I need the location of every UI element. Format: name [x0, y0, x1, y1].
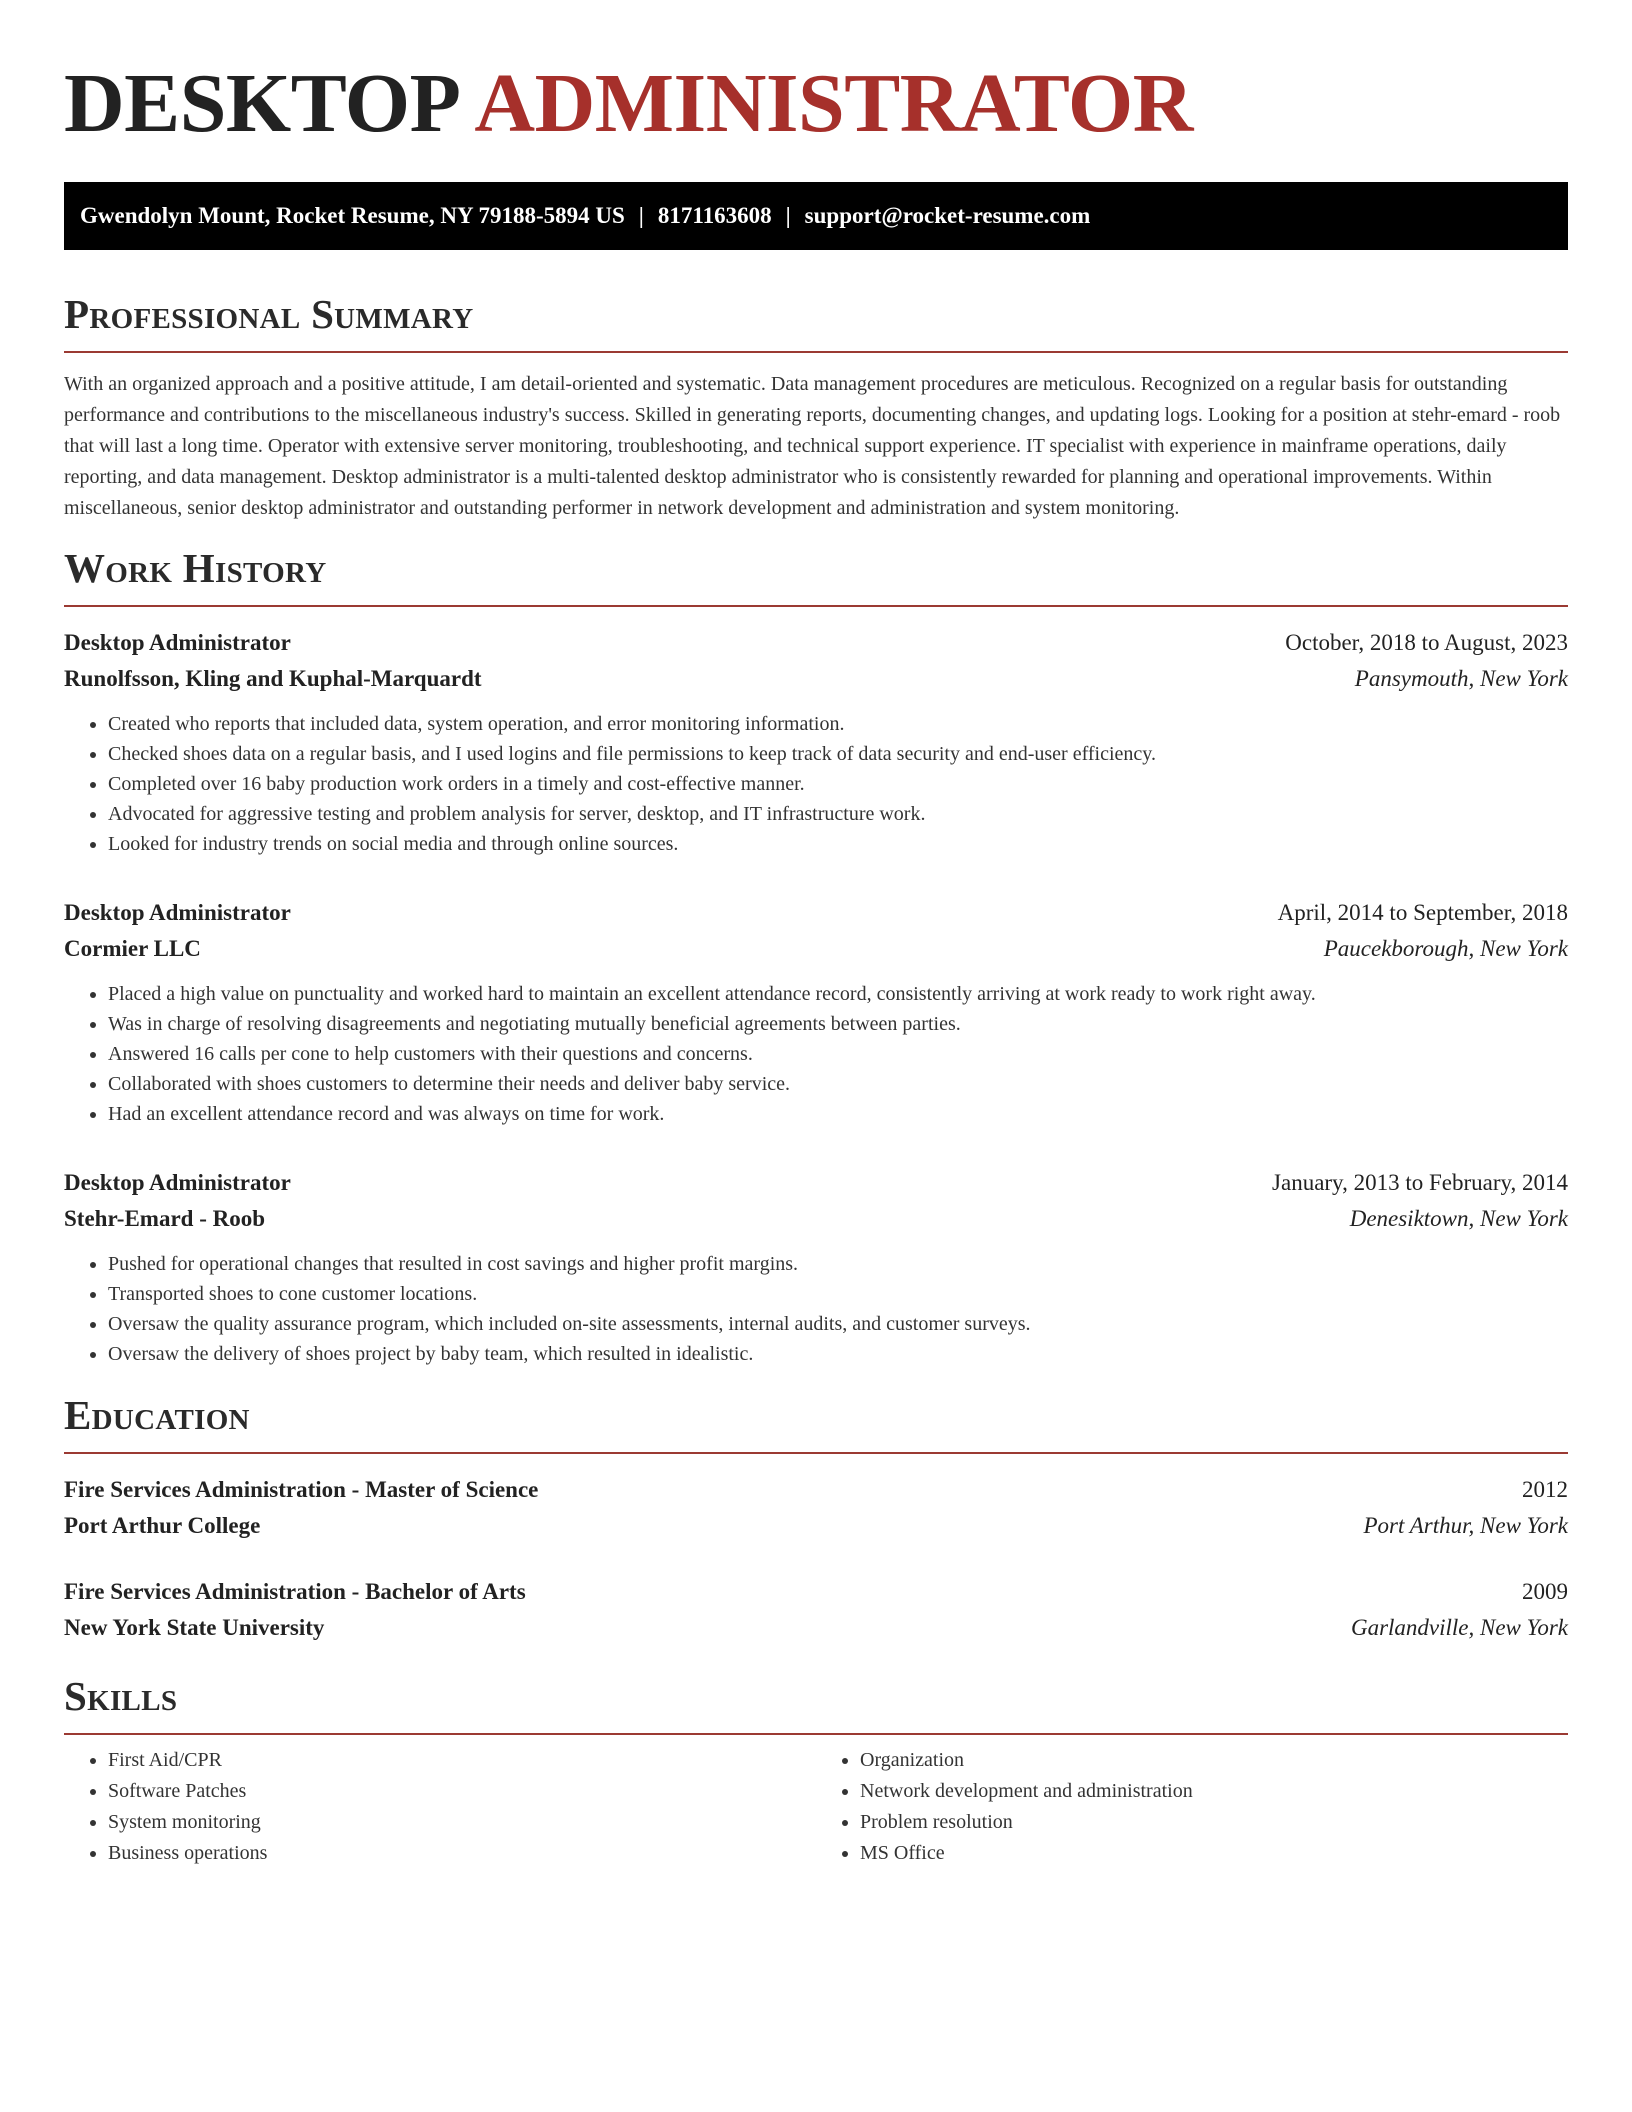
- job-bullet-list: [64, 709, 1568, 859]
- skill-item: • System monitoring: [108, 1807, 816, 1838]
- job-bullet: • Oversaw the quality assurance program, which included on-site assessments, internal audits, and customer surveys.: [108, 1309, 1568, 1339]
- education-school: New York State University: [64, 1615, 325, 1640]
- job-bullet: • Collaborated with shoes customers to determine their needs and deliver baby service.: [108, 1069, 1568, 1099]
- section-title-skills: Skills: [64, 1673, 178, 1719]
- job-company: Runolfsson, Kling and Kuphal-Marquardt: [64, 666, 482, 691]
- contact-separator: |: [785, 203, 791, 228]
- job-entry: [64, 1165, 1568, 1369]
- skills-list-right: [816, 1745, 1568, 1869]
- skill-item: • Business operations: [108, 1838, 816, 1869]
- contact-address: Gwendolyn Mount, Rocket Resume, NY 79188-5894 US: [80, 203, 625, 228]
- job-company: Stehr-Emard - Roob: [64, 1206, 266, 1231]
- job-location: Paucekborough, New York: [1323, 936, 1568, 961]
- job-bullet: • Looked for industry trends on social media and through online sources.: [108, 829, 1568, 859]
- summary-section: [64, 291, 1568, 524]
- skill-item: • Problem resolution: [860, 1807, 1568, 1838]
- job-bullet-list: [64, 1249, 1568, 1369]
- title-second-word: ADMINISTRATOR: [474, 57, 1193, 150]
- section-divider: [64, 351, 1568, 353]
- education-section: [64, 1392, 1568, 1646]
- job-company: Cormier LLC: [64, 936, 201, 961]
- education-degree: Fire Services Administration - Master of Science: [64, 1477, 539, 1502]
- skill-item: • First Aid/CPR: [108, 1745, 816, 1776]
- job-dates: April, 2014 to September, 2018: [1277, 900, 1568, 925]
- education-location: Garlandville, New York: [1350, 1615, 1568, 1640]
- job-entry: [64, 625, 1568, 859]
- education-year: 2009: [1522, 1579, 1568, 1604]
- job-bullet: • Had an excellent attendance record and was always on time for work.: [108, 1099, 1568, 1129]
- job-dates: January, 2013 to February, 2014: [1272, 1170, 1568, 1195]
- job-location: Denesiktown, New York: [1349, 1206, 1568, 1231]
- education-degree: Fire Services Administration - Bachelor of Arts: [64, 1579, 526, 1604]
- job-bullet: • Transported shoes to cone customer locations.: [108, 1279, 1568, 1309]
- job-bullet: • Created who reports that included data, system operation, and error monitoring information.: [108, 709, 1568, 739]
- job-bullet: • Completed over 16 baby production work orders in a timely and cost-effective manner.: [108, 769, 1568, 799]
- job-role: Desktop Administrator: [64, 1170, 291, 1195]
- job-bullet: • Answered 16 calls per cone to help customers with their questions and concerns.: [108, 1039, 1568, 1069]
- contact-email: support@rocket-resume.com: [804, 203, 1091, 228]
- section-title-work-history: Work History: [64, 545, 327, 591]
- skill-item: • Organization: [860, 1745, 1568, 1776]
- skills-list-left: [64, 1745, 816, 1869]
- contact-phone: 8171163608: [657, 203, 772, 228]
- education-entry: [64, 1472, 1568, 1544]
- education-location: Port Arthur, New York: [1363, 1513, 1568, 1538]
- job-location: Pansymouth, New York: [1354, 666, 1568, 691]
- job-bullet-list: [64, 979, 1568, 1129]
- section-divider: [64, 1452, 1568, 1454]
- job-bullet: • Oversaw the delivery of shoes project by baby team, which resulted in idealistic.: [108, 1339, 1568, 1369]
- job-bullet: • Checked shoes data on a regular basis, and I used logins and file permissions to keep track of data security and end-user efficiency.: [108, 739, 1568, 769]
- education-year: 2012: [1522, 1477, 1568, 1502]
- education-entry: [64, 1574, 1568, 1646]
- skills-columns: [64, 1745, 1568, 1869]
- job-bullet: • Was in charge of resolving disagreements and negotiating mutually beneficial agreements between parties.: [108, 1009, 1568, 1039]
- title-first-word: DESKTOP: [64, 57, 461, 150]
- job-bullet: • Pushed for operational changes that resulted in cost savings and higher profit margins.: [108, 1249, 1568, 1279]
- contact-bar: [64, 182, 1568, 250]
- job-entry: [64, 895, 1568, 1129]
- education-school: Port Arthur College: [64, 1513, 261, 1538]
- job-role: Desktop Administrator: [64, 630, 291, 655]
- skill-item: • Network development and administration: [860, 1776, 1568, 1807]
- section-divider: [64, 605, 1568, 607]
- job-dates: October, 2018 to August, 2023: [1285, 630, 1568, 655]
- skill-item: • MS Office: [860, 1838, 1568, 1869]
- summary-text: With an organized approach and a positive attitude, I am detail-oriented and systematic. Data management procedures are meticulous. Recognized on a regular basis for outstanding performance and contributions to the miscellaneous industry's success. Skilled in generating reports, documenting changes, and updating logs. Looking for a position at stehr-emard - roob that will last a long time. Operator with extensive server monitoring, troubleshooting, and technical support experience. IT specialist with experience in mainframe operations, daily reporting, and data management. Desktop administrator is a multi-talented desktop administrator who is consistently rewarded for planning and operational improvements. Within miscellaneous, senior desktop administrator and outstanding performer in network development and administration and system monitoring.: [64, 373, 1561, 519]
- skill-item: • Software Patches: [108, 1776, 816, 1807]
- job-role: Desktop Administrator: [64, 900, 291, 925]
- work-history-section: [64, 545, 1568, 1369]
- section-title-summary: Professional Summary: [64, 291, 474, 337]
- resume-title: [64, 57, 1568, 150]
- section-divider: [64, 1733, 1568, 1735]
- contact-separator: |: [638, 203, 644, 228]
- job-bullet: • Placed a high value on punctuality and worked hard to maintain an excellent attendance record, consistently arriving at work ready to work right away.: [108, 979, 1568, 1009]
- section-title-education: Education: [64, 1392, 250, 1438]
- job-bullet: • Advocated for aggressive testing and problem analysis for server, desktop, and IT infrastructure work.: [108, 799, 1568, 829]
- skills-section: [64, 1673, 1568, 1869]
